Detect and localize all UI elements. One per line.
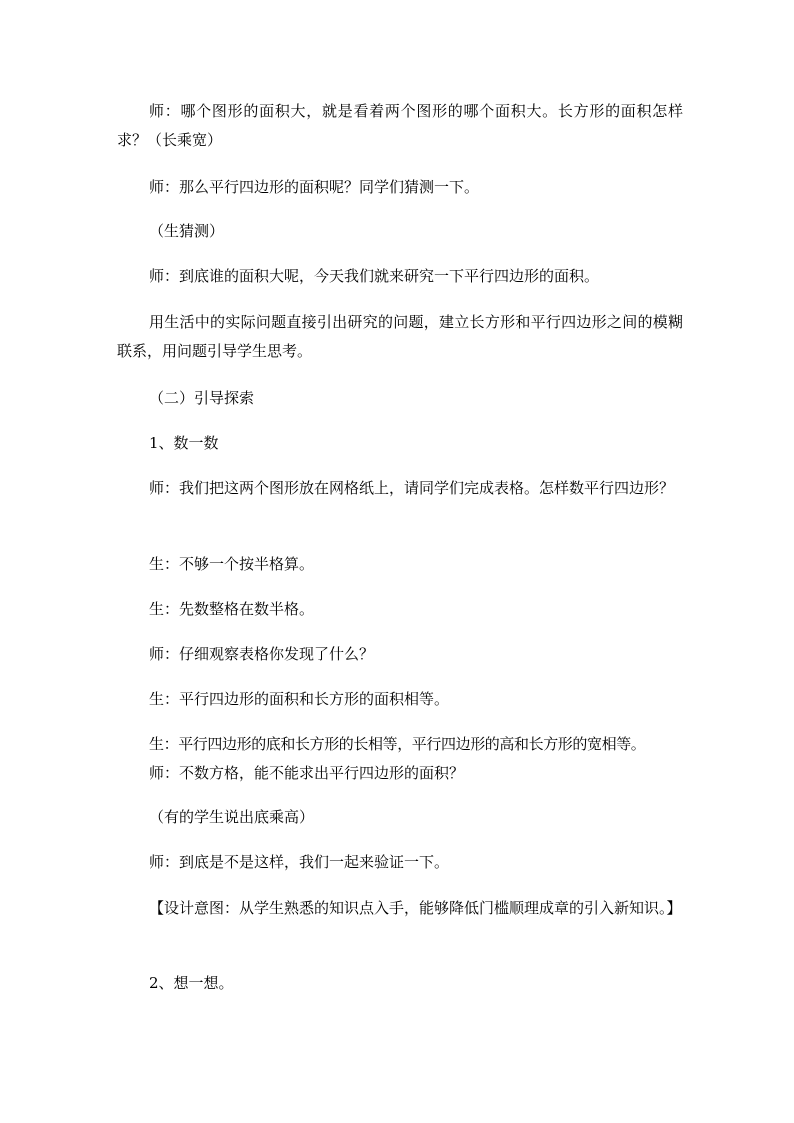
paragraph-teacher-observe-table: 师：仔细观察表格你发现了什么？ [149, 645, 375, 663]
paragraph-student-whole-grid: 生：先数整格在数半格。 [149, 600, 315, 618]
paragraph-student-base-times-height: （有的学生说出底乘高） [149, 808, 315, 826]
step-heading-think: 2、想一想。 [149, 974, 234, 992]
paragraph-teacher-parallelogram-guess: 师：那么平行四边形的面积呢？同学们猜测一下。 [149, 178, 480, 196]
paragraph-teacher-verify: 师：到底是不是这样，我们一起来验证一下。 [149, 853, 450, 871]
paragraph-student-area-equal: 生：平行四边形的面积和长方形的面积相等。 [149, 690, 450, 708]
paragraph-teacher-question-area: 师：哪个图形的面积大，就是看着两个图形的哪个面积大。长方形的面积怎样求？（长乘宽） [117, 102, 683, 149]
paragraph-teacher-grid-paper: 师：我们把这两个图形放在网格纸上，请同学们完成表格。怎样数平行四边形？ [149, 479, 675, 497]
paragraph-teacher-without-grid: 师：不数方格，能不能求出平行四边形的面积？ [149, 764, 465, 782]
step-heading-count: 1、数一数 [149, 434, 219, 452]
section-heading-guided-exploration: （二）引导探索 [149, 389, 255, 407]
paragraph-design-note-1: 用生活中的实际问题直接引出研究的问题，建立长方形和平行四边形之间的模糊联系，用问题引导学生思考。 [117, 313, 683, 360]
paragraph-student-guess: （生猜测） [149, 222, 225, 240]
paragraph-student-base-height-equal: 生：平行四边形的底和长方形的长相等，平行四边形的高和长方形的宽相等。 [149, 735, 646, 753]
paragraph-student-half-grid: 生：不够一个按半格算。 [149, 555, 315, 573]
paragraph-teacher-research-topic: 师：到底谁的面积大呢，今天我们就来研究一下平行四边形的面积。 [149, 267, 600, 285]
paragraph-design-intent: 【设计意图：从学生熟悉的知识点入手，能够降低门槛顺理成章的引入新知识。】 [149, 899, 682, 917]
